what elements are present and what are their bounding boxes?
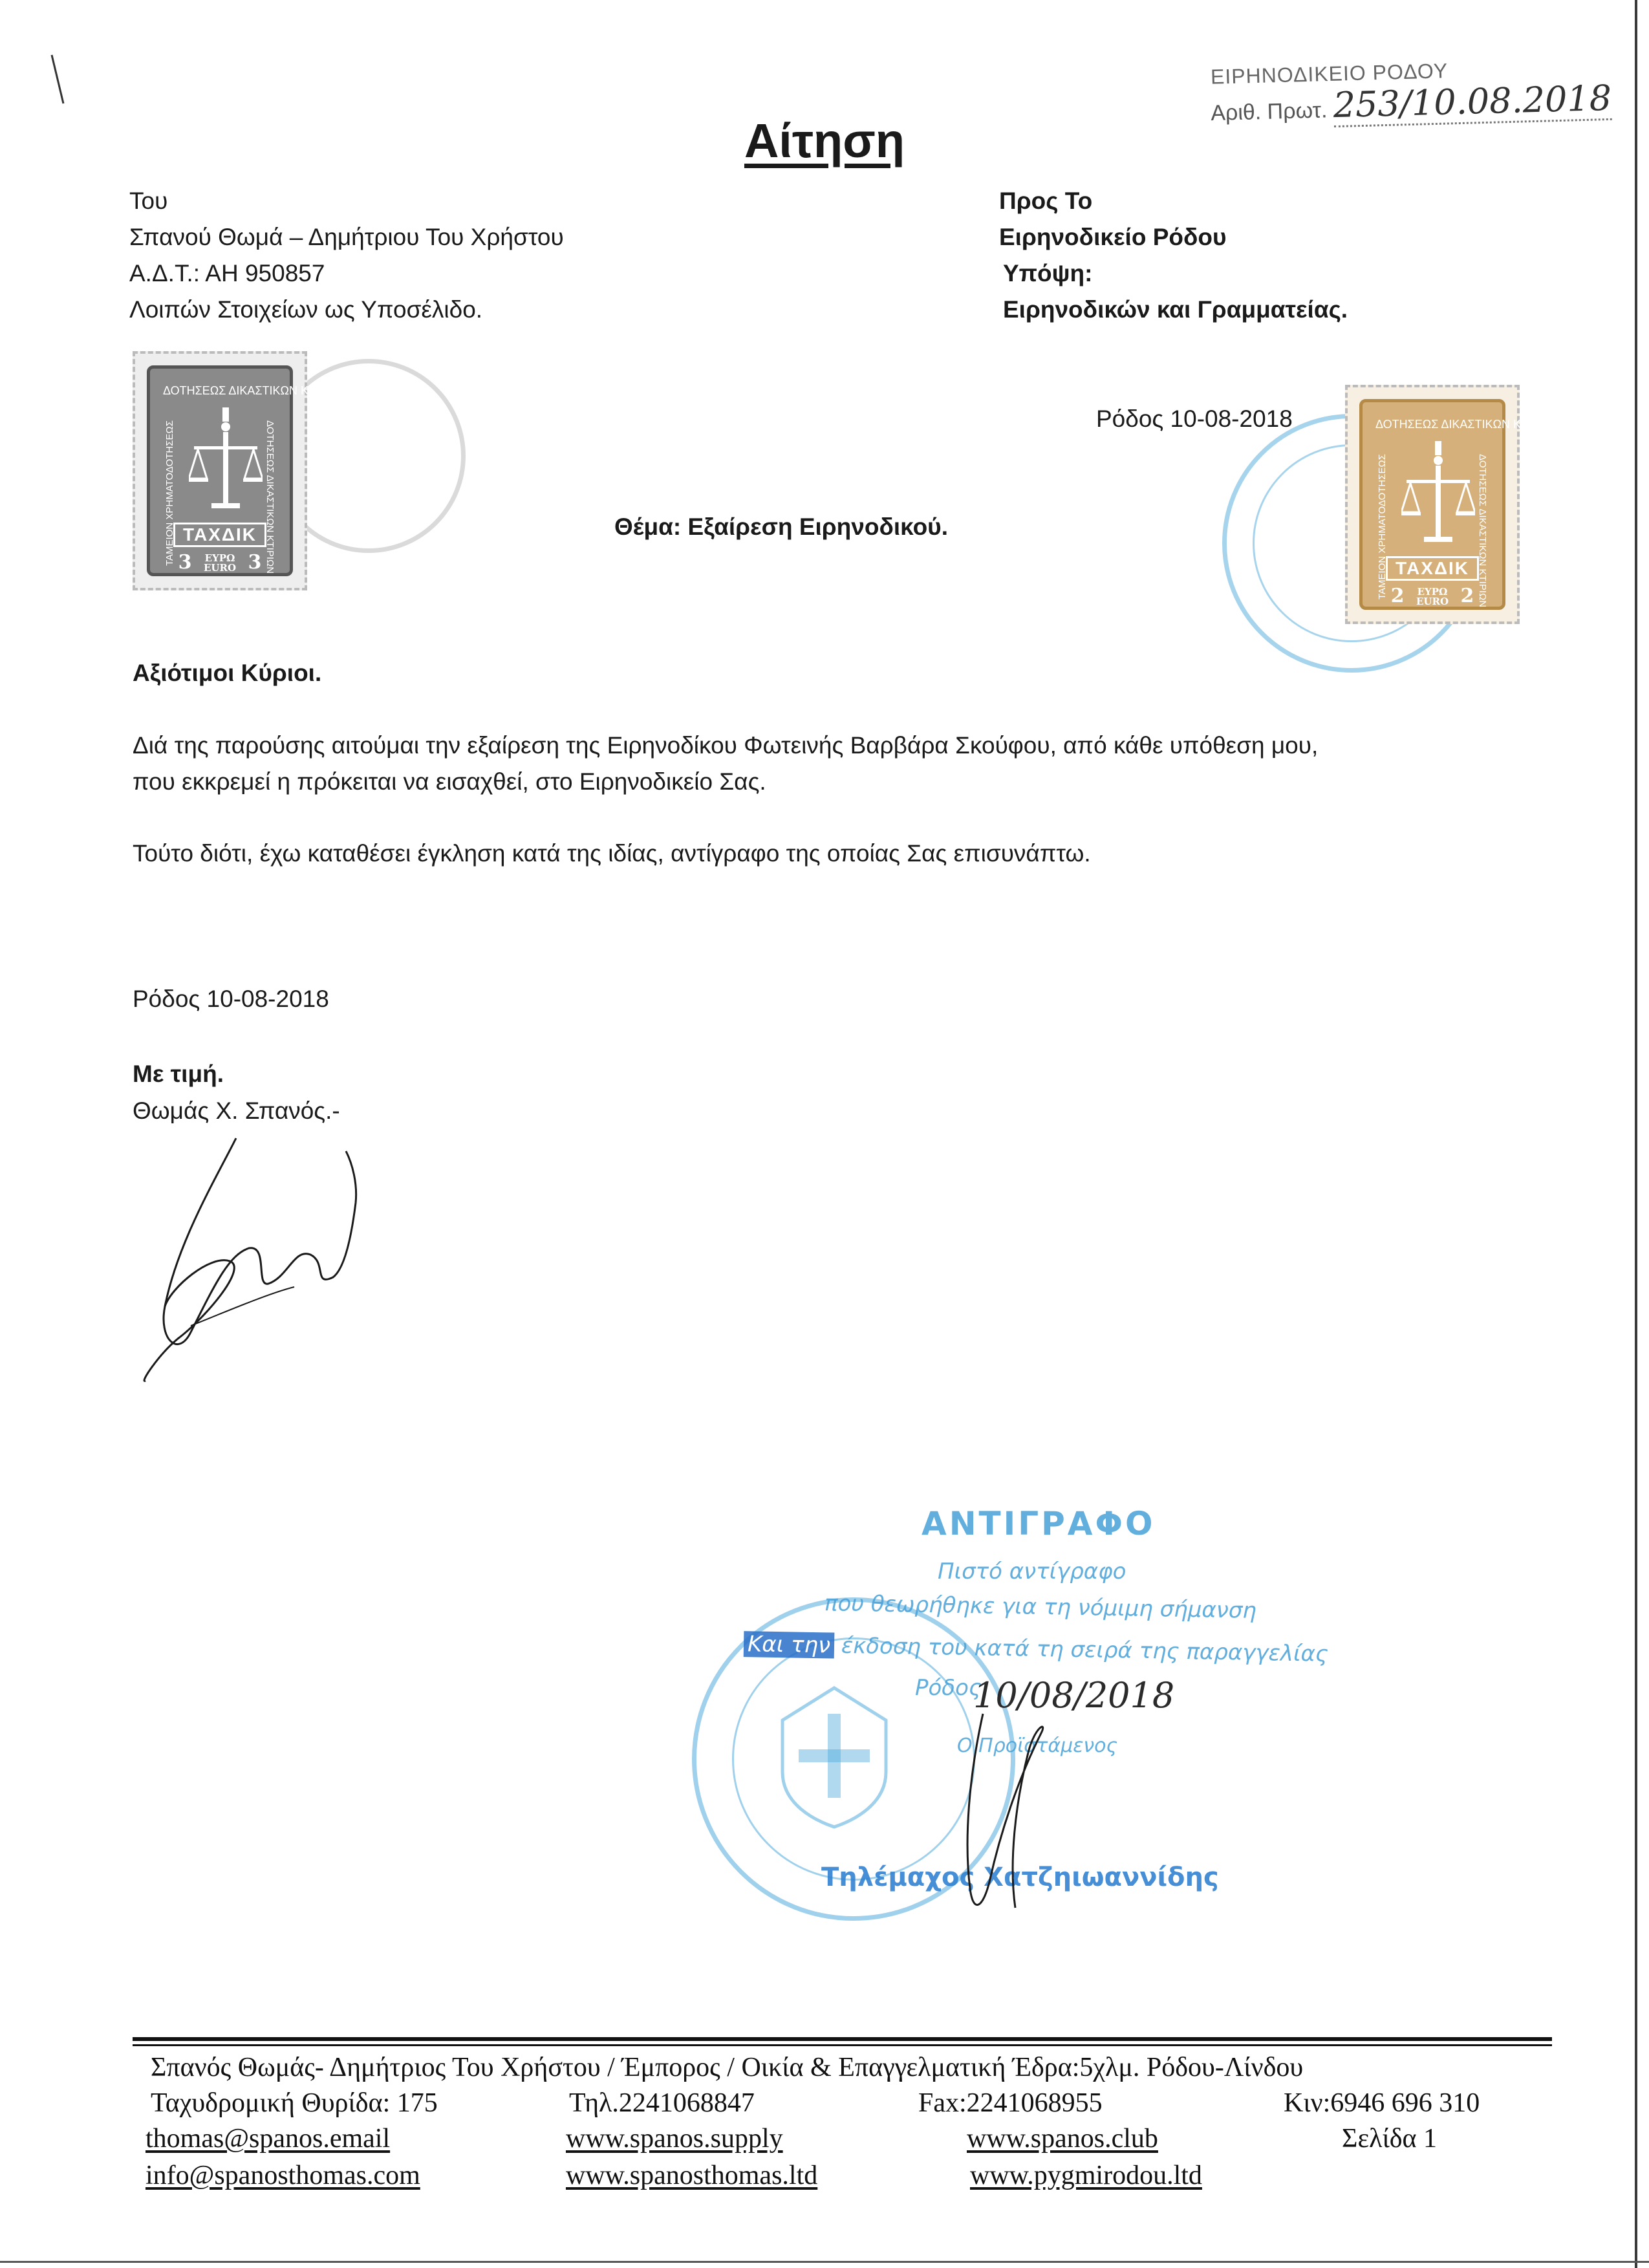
copy-stamp-official: Τηλέμαχος Χατζηιωαννίδης bbox=[821, 1863, 1219, 1892]
footer-page-number: Σελίδα 1 bbox=[1342, 2124, 1438, 2154]
copy-stamp-line: Πιστό αντίγραφο bbox=[938, 1559, 1126, 1584]
footer-address: Σπανός Θωμάς- Δημήτριος Του Χρήστου / Έμπορος / Οικία & Επαγγελματική Έδρα:5χλμ. Ρόδου-Λίνδου bbox=[151, 2053, 1304, 2082]
recipient-line: Προς Το bbox=[999, 188, 1093, 214]
revenue-stamp-side-text: ΔΟΤΗΣΕΩΣ ΔΙΚΑΣΤΙΚΩΝ ΚΤΙΡΙΩΝ bbox=[1477, 454, 1488, 608]
revenue-stamp-name: ΤΑΧΔΙΚ bbox=[1386, 556, 1479, 581]
page-edge bbox=[1635, 0, 1637, 2268]
footer-email-link[interactable]: thomas@spanos.email bbox=[146, 2124, 391, 2154]
sender-block bbox=[129, 183, 564, 328]
body-paragraph-2: Τούτο διότι, έχω καταθέσει έγκληση κατά της ιδίας, αντίγραφο της οποίας Σας επισυνάπτω. bbox=[133, 840, 1091, 867]
copy-stamp-role: Ο Προϊστάμενος bbox=[957, 1734, 1118, 1757]
handwritten-signature bbox=[139, 1125, 372, 1397]
registry-stamp-label: Αριθ. Πρωτ. bbox=[1210, 98, 1328, 126]
recipient-line: Υπόψη: bbox=[1003, 260, 1093, 286]
copy-stamp-line: Και την έκδοση του κατά τη σειρά της παραγγελίας bbox=[744, 1631, 1329, 1667]
copy-stamp-highlight: Και την bbox=[744, 1631, 835, 1658]
official-signature bbox=[944, 1694, 1061, 1927]
revenue-stamp-arc-text: ΔΟΤΗΣΕΩΣ ΔΙΚΑΣΤΙΚΩΝ ΚΤΙΡΙΩΝ bbox=[163, 384, 347, 397]
sender-line: Α.Δ.Τ.: ΑΗ 950857 bbox=[129, 260, 325, 286]
revenue-stamp-value: 2 ΕΥΡΩ EURO 2 bbox=[1390, 585, 1474, 607]
footer-web-link[interactable]: www.spanos.club bbox=[967, 2124, 1158, 2154]
revenue-stamp-side-text: ΔΟΤΗΣΕΩΣ ΔΙΚΑΣΤΙΚΩΝ ΚΤΙΡΙΩΝ bbox=[264, 420, 275, 574]
footer-web-link[interactable]: www.spanos.supply bbox=[566, 2124, 783, 2154]
revenue-stamp-value: 3 ΕΥΡΩ EURO 3 bbox=[178, 551, 262, 574]
closing: Με τιμή. bbox=[133, 1061, 224, 1087]
salutation: Αξιότιμοι Κύριοι. bbox=[133, 660, 322, 686]
signer-name: Θωμάς Χ. Σπανός.- bbox=[133, 1097, 340, 1124]
revenue-stamp-frame bbox=[1359, 399, 1560, 610]
document-title: Αίτηση bbox=[744, 114, 905, 167]
footer-web-link[interactable]: www.spanosthomas.ltd bbox=[566, 2161, 818, 2190]
registry-stamp-value: 253/10.08.2018 bbox=[1333, 78, 1612, 127]
revenue-stamp-frame bbox=[147, 365, 347, 576]
footer-email-link[interactable]: info@spanosthomas.com bbox=[146, 2161, 420, 2190]
revenue-stamp-left bbox=[133, 351, 347, 590]
footer-web-link[interactable]: www.pygmirodou.ltd bbox=[970, 2161, 1202, 2190]
subject-line: Θέμα: Εξαίρεση Ειρηνοδικού. bbox=[614, 513, 948, 540]
body-paragraph-1 bbox=[133, 728, 1318, 800]
body-line: που εκκρεμεί η πρόκειται να εισαχθεί, στο Ειρηνοδικείο Σας. bbox=[133, 768, 766, 795]
footer-mobile: Κιν:6946 696 310 bbox=[1284, 2088, 1480, 2118]
revenue-stamp-arc-text: ΔΟΤΗΣΕΩΣ ΔΙΚΑΣΤΙΚΩΝ ΚΤΙΡΙΩΝ bbox=[1375, 418, 1560, 431]
revenue-stamp-right bbox=[1345, 385, 1560, 624]
footer-rule bbox=[133, 2037, 1552, 2046]
sender-line: Σπανού Θωμά – Δημήτριου Του Χρήστου bbox=[129, 224, 564, 250]
sender-line: Λοιπών Στοιχείων ως Υποσέλιδο. bbox=[129, 296, 483, 323]
footer-pobox: Ταχυδρομική Θυρίδα: 175 bbox=[151, 2088, 438, 2118]
scales-of-justice-icon bbox=[1401, 441, 1475, 545]
recipient-block bbox=[999, 183, 1348, 328]
revenue-stamp-side-text: ΤΑΜΕΙΟΝ ΧΡΗΜΑΤΟΔΟΤΗΣΕΩΣ bbox=[1377, 454, 1388, 599]
recipient-line: Ειρηνοδικείο Ρόδου bbox=[999, 224, 1227, 250]
copy-stamp-line: που θεωρήθηκε για τη νόμιμη σήμανση bbox=[824, 1590, 1257, 1624]
page-edge-bottom bbox=[0, 2261, 1649, 2263]
scan-mark bbox=[45, 52, 71, 110]
coat-of-arms-icon bbox=[763, 1675, 905, 1830]
revenue-stamp-side-text: ΤΑΜΕΙΟΝ ΧΡΗΜΑΤΟΔΟΤΗΣΕΩΣ bbox=[164, 420, 175, 566]
copy-stamp-date: 10/08/2018 bbox=[973, 1675, 1175, 1716]
footer-phone: Τηλ.2241068847 bbox=[569, 2088, 755, 2118]
registry-stamp-court: ΕΙΡΗΝΟΔΙΚΕΙΟ ΡΟΔΟΥ bbox=[1210, 59, 1449, 89]
revenue-stamp-name: ΤΑΧΔΙΚ bbox=[173, 523, 266, 547]
body-line: Διά της παρούσης αιτούμαι την εξαίρεση της Ειρηνοδίκου Φωτεινής Βαρβάρα Σκούφου, από κάθε υπόθεση μου, bbox=[133, 732, 1319, 759]
copy-stamp-heading: ΑΝΤΙΓΡΑΦΟ bbox=[921, 1505, 1156, 1542]
place-date-bottom: Ρόδος 10-08-2018 bbox=[133, 986, 329, 1012]
copy-stamp-place: Ρόδος bbox=[915, 1675, 982, 1701]
recipient-line: Ειρηνοδικών και Γραμματείας. bbox=[1003, 296, 1348, 323]
place-date-top: Ρόδος 10-08-2018 bbox=[1096, 405, 1293, 432]
footer-fax: Fax:2241068955 bbox=[918, 2088, 1103, 2118]
scales-of-justice-icon bbox=[189, 407, 263, 511]
sender-line: Του bbox=[129, 188, 168, 214]
